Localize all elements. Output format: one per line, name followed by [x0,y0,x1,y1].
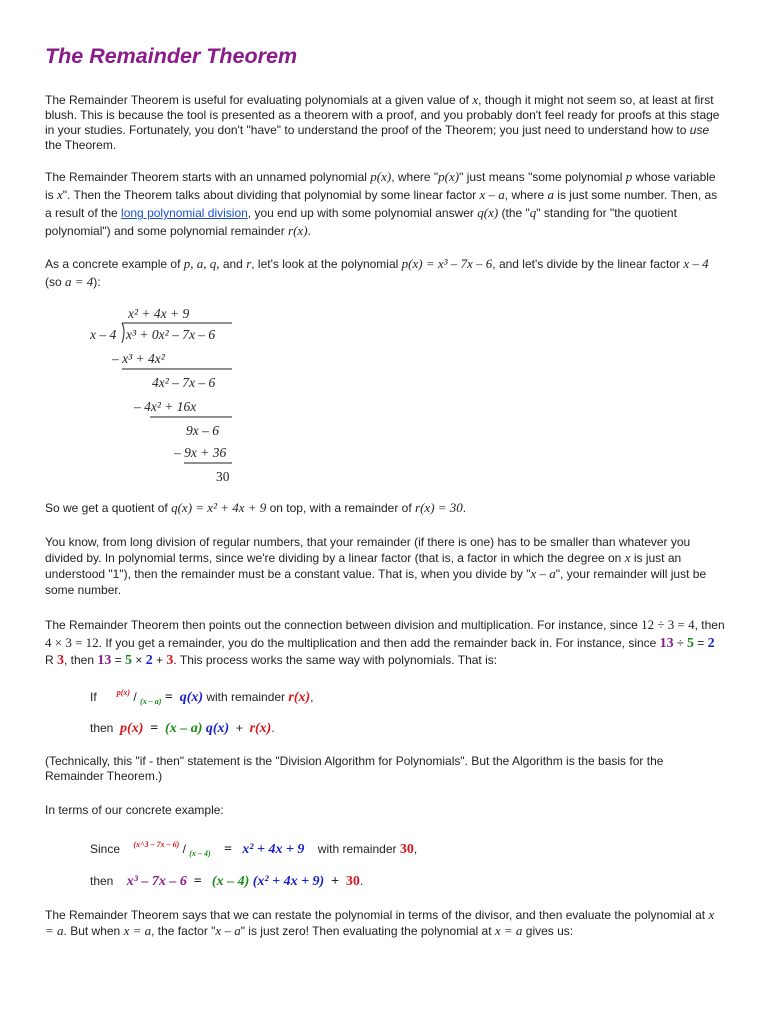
remainder-explanation-paragraph: You know, from long division of regular numbers, that your remainder (if there is one) has to be smaller than whatever you divided by. In polynomial terms, since we're dividing by a linear factor (that is, a factor in which the degree on x is just an understood "1"), then the remainder must be a constant value. That is, when you divide by "x – a", your remainder will just be some number. [45,535,707,597]
intro-paragraph: The Remainder Theorem is useful for evaluating polynomials at a given value of x, though it might not seem so, at least at first blush. This is because the tool is presented as a theorem with a proof, and you probably don't feel ready for proofs at this stage in your studies. Fortunately, you don't "have" to understand the proof of the Theorem; you just need to understand how to use the Theorem. [45,92,720,152]
page-title: The Remainder Theorem [45,44,298,68]
quotient-paragraph: So we get a quotient of q(x) = x² + 4x + 9 on top, with a remainder of r(x) = 30. [45,500,467,515]
formula-since: Since $^{(x\^{}3 - 7x - 6)}$ / $_{(x - 4)}$ = x² + 4x + 9 with remainder 30, [90,840,418,858]
division-subtract-1: – x³ + 4x² [112,351,165,366]
concrete-example-intro: In terms of our concrete example: [45,803,224,817]
long-polynomial-division-link[interactable]: long polynomial division [121,206,248,220]
division-remainder-2: 9x – 6 [186,423,219,438]
division-remainder-1: 4x² – 7x – 6 [152,375,216,390]
division-multiplication-paragraph: The Remainder Theorem then points out the connection between division and multiplication. For instance, since 12 ÷ 3 = 4, then 4 × 3 = 12. If you get a remainder, you do the multiplication and then add the remainder back in. For instance, since 13 ÷ 5 = 2 R 3, then 13 = 5 × 2 + 3. This process works the same way with polynomials. That is: [45,617,725,668]
division-subtract-3: – 9x + 36 [174,445,227,460]
example-paragraph: As a concrete example of p, a, q, and r, let's look at the polynomial p(x) = x³ – 7x – 6, and let's divide by the linear factor x – 4 (so a = 4): [45,256,709,289]
formula-then-example: then x³ – 7x – 6 = (x – 4) (x² + 4x + 9) + 30. [90,874,364,889]
division-dividend: x³ + 0x² – 7x – 6 [126,327,216,342]
division-quotient: x² + 4x + 9 [128,306,190,321]
formula-if: If $^{p(x)}$ / $_{(x - a)}$ = q(x) with remainder r(x), [90,688,314,706]
division-divisor: x – 4 [90,327,117,342]
long-division-diagram [88,303,248,485]
algorithm-note-paragraph: (Technically, this "if - then" statement is the "Division Algorithm for Polynomials". But the Algorithm is the basis for the Remainder Theorem.) [45,754,664,783]
evaluation-paragraph: The Remainder Theorem says that we can restate the polynomial in terms of the divisor, and then evaluate the polynomial at x = a. But when x = a, the factor "x – a" is just zero! Then evaluating the polynomial at x = a gives us: [45,907,715,938]
division-subtract-2: – 4x² + 16x [134,399,197,414]
formula-then: then p(x) = (x – a) q(x) + r(x). [90,721,275,736]
definition-paragraph: The Remainder Theorem starts with an unnamed polynomial p(x), where "p(x)" just means "some polynomial p whose variable is x". Then the Theorem talks about dividing that polynomial by some linear factor x – a, where a is just some number. Then, as a result of the long polynomial division, you end up with some polynomial answer q(x) (the "q" standing for "the quotient polynomial") and some polynomial remainder r(x). [45,169,718,238]
division-remainder: 30 [216,469,230,484]
